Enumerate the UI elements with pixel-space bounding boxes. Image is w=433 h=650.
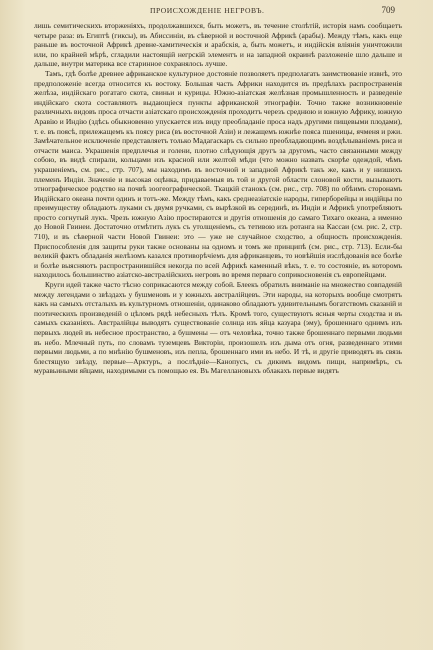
paragraph: Тамъ, гдѣ болѣе древнее африканское культурное достоянiе позволяетъ предполагать заимствованiе извнѣ, это предположенiе всегда относится къ востоку. Большая часть Африки находится въ предѣлахъ распространенiя желѣза, индiйскаго рогатаго скота, свиньи и курицы. Южно-азiатская желѣзная промышленность и разведенiе индiйскаго скота составляютъ выдающiеся пункты африканской этнографiи. Точно также возникновенiе различныхъ видовъ проса отчасти азiатскаго происхожденiя проходитъ черезъ среднюю и южную Африку, южную Аравiю и Индiю (здѣсь обыкновенно упускается изъ виду преобладанiе проса надъ другими пищевыми плодами), т. е. въ поясѣ, прилежащемъ къ поясу риса (въ восточной Азiи) и лежащемъ южнѣе пояса пшеницы, ячменя и ржи. Замѣчательное исключенiе представляетъ только Мадагаскаръ съ сильно преобладающимъ воздѣлыванiемъ риса и отчасти маиса. Украшенiя предплечья и голени, плотно слѣдующiя другъ за другомъ, часто связанными между собою, въ видѣ спирали, кольцами изъ красной или желтой мѣди (что можно назвать скорѣе одеждой, чѣмъ украшенiемъ, см. рис., стр. 707), мы находимъ въ восточной и западной Африкѣ такъ же, какъ и у низшихъ племенъ Индiи. Значенiе и высокая оцѣнка, придаваемыя въ той и другой области слоновой кости, вызываютъ этнографическое родство на почвѣ зоогеографической. Ткацкiй станокъ (см. рис., стр. 708) по обѣимъ сторонамъ Индiйскаго океана почти одинъ и тотъ-же. Между тѣмъ, какъ среднеазiатскiе народы, гиперборейцы и индiйцы по преимуществу обладаютъ луками съ двумя ручками, съ вырѣзкой въ серединѣ, въ Индiи и Африкѣ употребляютъ просто согнутый лукъ. Чрезъ южную Азiю простираются и другiя отношенiя до самаго Тихаго океана, а именно до Новой Гвинеи. Достаточно отмѣтить лукъ съ утолщенiемъ, съ тетивою изъ ротанга на Кассаи (см. рис. 2, стр. 710), и въ сѣверной части Новой Гвинеи: это — уже не случайное сходство, а общность происхожденiя. Приспособленiя для защиты руки также основаны на одномъ и томъ же принципѣ (см. рис., стр. 713). Если-бы великiй фактъ обладанiя желѣзомъ казался противорѣчiемъ для африканцевъ, то новѣйшiя изслѣдованiя все болѣе и болѣе выясняютъ распространившiйся некогда по всей Африкѣ каменный вѣкъ, т. е. то состоянiе, въ которомъ находилось большинство азiатско-австралiйскихъ негровъ во время перваго соприкосновенiя съ европейцами. [34, 68, 402, 280]
running-title: ПРОИСХОЖДЕНIЕ НЕГРОВЪ. [150, 6, 265, 15]
paragraph: Круги идей также часто тѣсно соприкасаются между собой. Блеекъ обратилъ вниманiе на множество совпаденiй между легендами о звѣздахъ у бушменовъ и у южныхъ австралiйцевъ. Эти народы, на которыхъ вообще смотрятъ какъ на самыхъ отсталыхъ въ культурномъ отношенiи, одинаково обладаютъ удивительнымъ богатствомъ сказанiй и поэтическихъ произведенiй о цѣломъ рядѣ небесныхъ тѣлъ. Кромѣ того, существуютъ ясныя черты сходства и въ самыхъ сказанiяхъ. Австралiйцы выводятъ существованiе солнца изъ яйца казуара (эму), брошеннаго однимъ изъ первыхъ людей въ небесное пространство, а бушмены — отъ человѣка, точно также брошеннаго первыми людьми въ небо. Млечный путь, по словамъ туземцевъ Викторiи, произошелъ изъ дыма отъ огня, разведеннаго этими первыми людьми, а по мнѣнiю бушменовъ, изъ пепла, брошеннаго ими въ небо. И тѣ, и другiе приводятъ въ связь блестящую звѣзду, первые—Арктуръ, а послѣднiе—Канопусъ, съ дикимъ видомъ пищи, напримѣръ, съ муравьиными яйцами, находимыми съ помощью ея. Въ Магеллановыхъ облакахъ первые видятъ [34, 280, 402, 376]
page-number: 709 [381, 5, 395, 15]
paragraph-continuation: лишь семитическихъ вторженiяхъ, продолжавшихся, быть можетъ, въ течение столѣтiй, исторiя намъ сообщаетъ четыре раза: въ Египтѣ (гиксы), въ Абиссинiи, въ сѣверной и восточной Африкѣ (арабы). Между тѣмъ, какъ еще раньше въ восточной Африкѣ древне-хамитическiя и арабскiя, а, быть можетъ, и индiйскiя влiянiя уничтожили или, по крайней мѣрѣ, сгладили настоящiй негрскiй элементъ и на западной окраинѣ разложенiе шло дальше и дальше, внутри материка все старинное сохранялось лучше. [34, 21, 402, 69]
page-header [0, 6, 433, 20]
body-text [34, 21, 402, 376]
